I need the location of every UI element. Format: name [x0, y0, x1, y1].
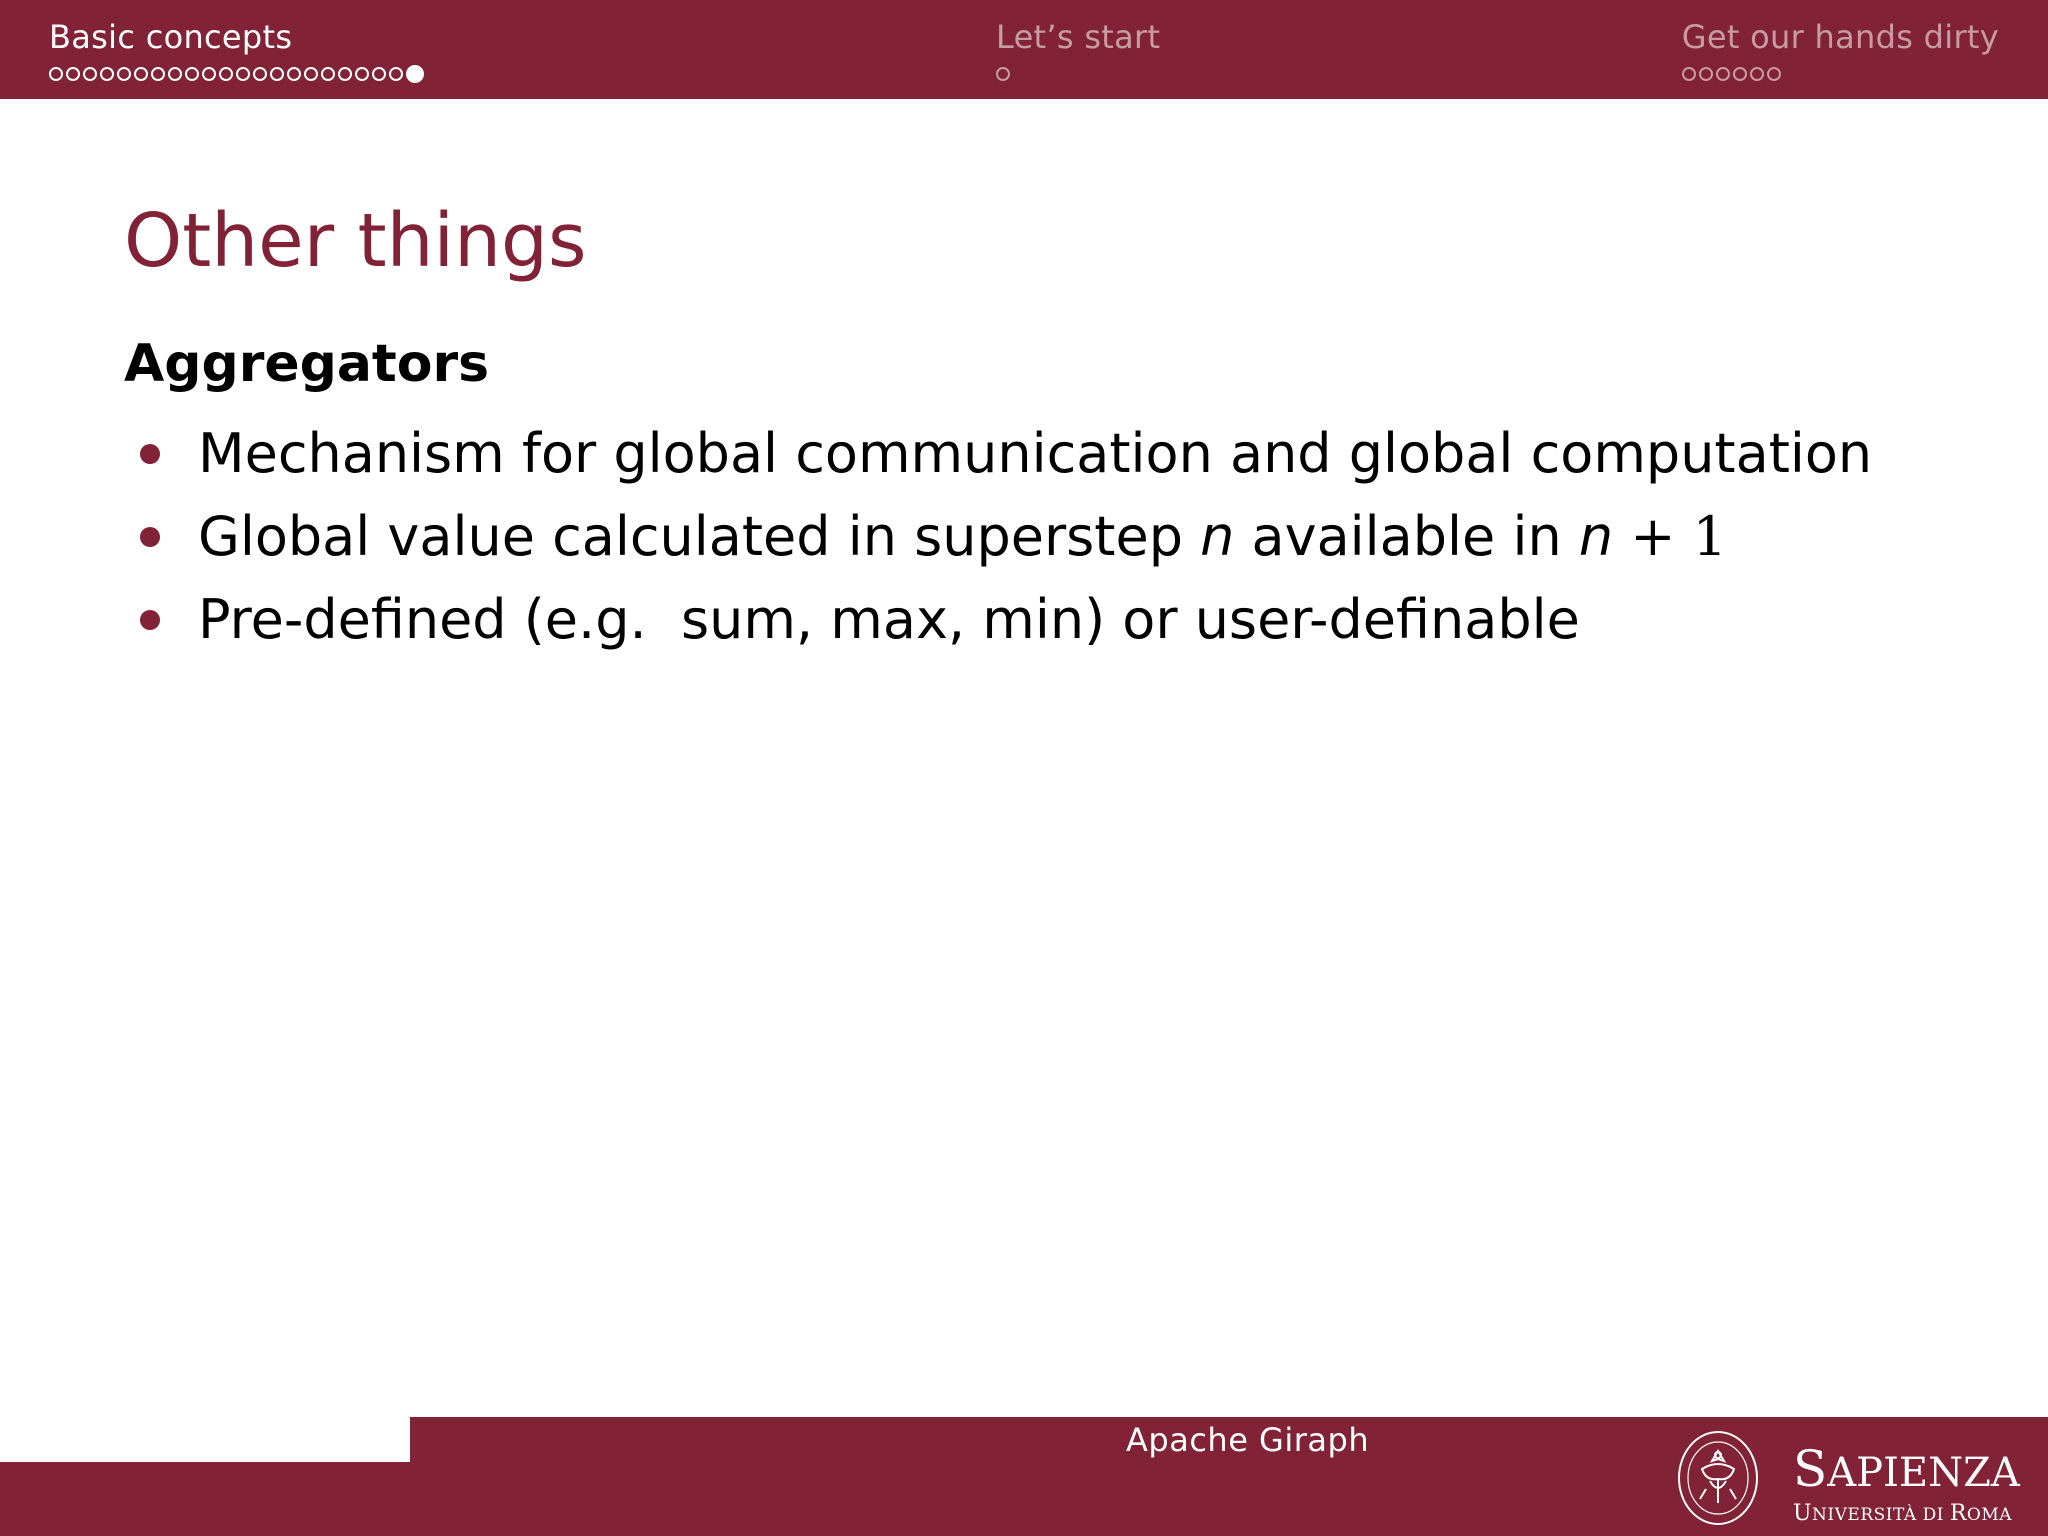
sapienza-logo: [1793, 1441, 2020, 1528]
nav-section-hands-dirty[interactable]: [1682, 18, 1999, 84]
progress-dot-icon[interactable]: [1733, 67, 1747, 81]
bullet-dot-icon: [140, 527, 160, 547]
progress-dot-icon[interactable]: [253, 67, 267, 81]
footer-left-band: [0, 1462, 410, 1536]
logo-subtitle: [1793, 1501, 2020, 1528]
progress-dot-icon[interactable]: [49, 67, 63, 81]
list-item: [140, 495, 1872, 578]
slide-title: Other things: [124, 198, 587, 284]
nav-progress-dots: [1682, 64, 1999, 84]
navigation-bar: [0, 0, 2048, 99]
block-heading: Aggregators: [124, 334, 490, 394]
bullet-list: [140, 412, 1872, 661]
progress-dot-icon[interactable]: [287, 67, 301, 81]
progress-dot-icon[interactable]: [117, 67, 131, 81]
progress-dot-icon[interactable]: [1750, 67, 1764, 81]
logo-letter: R: [1949, 1501, 1967, 1526]
logo-letters: OMA: [1966, 1505, 2013, 1525]
progress-dot-icon[interactable]: [1682, 67, 1696, 81]
nav-section-title[interactable]: Let’s start: [996, 18, 1161, 56]
progress-dot-icon[interactable]: [1699, 67, 1713, 81]
progress-dot-icon[interactable]: [236, 67, 250, 81]
bullet-text: Mechanism for global communication and global computation: [198, 422, 1873, 485]
progress-dot-icon[interactable]: [338, 67, 352, 81]
progress-dot-icon[interactable]: [66, 67, 80, 81]
nav-section-lets-start[interactable]: [996, 18, 1160, 84]
progress-dot-icon[interactable]: [1767, 67, 1781, 81]
progress-dot-icon[interactable]: [1716, 67, 1730, 81]
bullet-text: [198, 505, 1727, 568]
progress-dot-icon[interactable]: [202, 67, 216, 81]
sapienza-seal-icon: [1676, 1429, 1760, 1527]
nav-section-title[interactable]: Basic concepts: [49, 18, 293, 56]
nav-progress-dots: [49, 64, 424, 84]
list-item: [140, 578, 1872, 661]
math-expression: + 1: [1613, 505, 1728, 568]
progress-dot-icon[interactable]: [185, 67, 199, 81]
logo-letter: U: [1793, 1501, 1813, 1526]
math-variable: n: [1200, 505, 1235, 568]
progress-dot-icon[interactable]: [151, 67, 165, 81]
logo-letters: NIVERSITÀ DI: [1812, 1505, 1950, 1525]
progress-dot-icon[interactable]: [270, 67, 284, 81]
nav-section-basic-concepts[interactable]: [49, 18, 424, 84]
progress-dot-icon[interactable]: [996, 67, 1010, 81]
progress-dot-icon[interactable]: [100, 67, 114, 81]
progress-dot-icon[interactable]: [406, 65, 424, 83]
bullet-dot-icon: [140, 610, 160, 630]
logo-letters: APIENZA: [1827, 1450, 2020, 1496]
bullet-text-part: available in: [1234, 505, 1579, 568]
progress-dot-icon[interactable]: [355, 67, 369, 81]
progress-dot-icon[interactable]: [321, 67, 335, 81]
progress-dot-icon[interactable]: [389, 67, 403, 81]
bullet-text-part: Global value calculated in superstep: [198, 505, 1201, 568]
logo-letter: S: [1793, 1440, 1828, 1498]
progress-dot-icon[interactable]: [83, 67, 97, 81]
bullet-dot-icon: [140, 444, 160, 464]
progress-dot-icon[interactable]: [304, 67, 318, 81]
math-variable: n: [1578, 505, 1614, 568]
progress-dot-icon[interactable]: [134, 67, 148, 81]
nav-progress-dots: [996, 64, 1160, 84]
bullet-text: Pre-defined (e.g. sum, max, min) or user-definable: [198, 588, 1580, 651]
progress-dot-icon[interactable]: [168, 67, 182, 81]
footer-caption: Apache Giraph: [1126, 1421, 1370, 1459]
nav-section-title[interactable]: Get our hands dirty: [1681, 18, 1999, 56]
list-item: [140, 412, 1872, 495]
logo-name: [1793, 1441, 2020, 1501]
progress-dot-icon[interactable]: [372, 67, 386, 81]
progress-dot-icon[interactable]: [219, 67, 233, 81]
